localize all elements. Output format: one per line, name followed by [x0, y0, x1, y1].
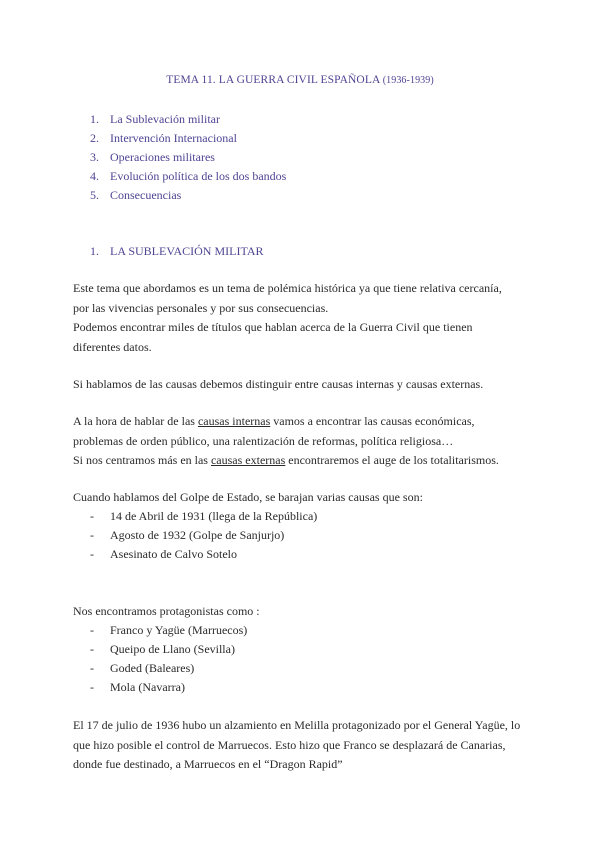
toc-item	[90, 129, 286, 148]
list-dash: -	[90, 509, 94, 523]
toc-item-number: 1.	[90, 112, 99, 126]
toc-item-label: Consecuencias	[110, 188, 182, 202]
title-years: (1936-1939)	[382, 75, 434, 86]
paragraph-line: donde fue destinado, a Marruecos en el “Dragon Rapid”	[73, 757, 343, 771]
paragraph-coup	[73, 488, 523, 508]
paragraph-internal-external	[73, 412, 533, 471]
paragraph-line: Si hablamos de las causas debemos distinguir entre causas internas y causas externas.	[73, 377, 484, 391]
paragraph-line: problemas de orden público, una ralentización de reformas, política religiosa…	[73, 433, 454, 448]
list-item-text: Mola (Navarra)	[110, 680, 185, 694]
paragraph-uprising	[73, 716, 543, 775]
paragraph-line	[73, 412, 533, 432]
paragraph-protagonists	[73, 602, 523, 622]
list-item-text: Franco y Yagüe (Marruecos)	[110, 623, 248, 637]
list-item	[90, 659, 247, 678]
list-item	[90, 640, 247, 659]
list-item	[90, 621, 247, 640]
toc-item-label: Operaciones militares	[110, 150, 215, 164]
section-title: LA SUBLEVACIÓN MILITAR	[110, 244, 264, 258]
list-item	[90, 507, 317, 526]
toc-item-label: Evolución política de los dos bandos	[110, 169, 287, 183]
toc-item-number: 3.	[90, 150, 99, 164]
list-item	[90, 526, 317, 545]
list-item	[90, 545, 317, 564]
list-dash: -	[90, 661, 94, 675]
list-item-text: Goded (Baleares)	[110, 661, 195, 675]
section-heading	[90, 244, 264, 259]
text-run: vamos a encontrar las causas económicas,	[270, 414, 475, 428]
toc-item	[90, 148, 286, 167]
paragraph-line: diferentes datos.	[73, 339, 152, 354]
list-dash: -	[90, 642, 94, 656]
list-item-text: Agosto de 1932 (Golpe de Sanjurjo)	[110, 528, 285, 542]
paragraph-line: que hizo posible el control de Marruecos. Esto hizo que Franco se desplazará de Canarias,	[73, 737, 506, 752]
toc-item	[90, 186, 286, 205]
paragraph-line: Este tema que abordamos es un tema de polémica histórica ya que tiene relativa cercanía,	[73, 281, 502, 295]
toc-item-label: Intervención Internacional	[110, 131, 237, 145]
toc-item	[90, 110, 286, 129]
paragraph-line	[73, 451, 533, 471]
underlined-term-external: causas externas	[210, 453, 286, 467]
paragraph-intro	[73, 279, 523, 357]
list-dash: -	[90, 547, 94, 561]
list-dash: -	[90, 623, 94, 637]
text-run: encontraremos el auge de los totalitarismos.	[285, 453, 499, 467]
paragraph-line: Podemos encontrar miles de títulos que hablan acerca de la Guerra Civil que tienen	[73, 320, 473, 334]
list-dash: -	[90, 680, 94, 694]
paragraph-causes	[73, 375, 523, 395]
toc-item-number: 2.	[90, 131, 99, 145]
toc-item	[90, 167, 286, 186]
paragraph-line: El 17 de julio de 1936 hubo un alzamiento en Melilla protagonizado por el General Yagüe, lo	[73, 718, 521, 732]
toc-item-number: 4.	[90, 169, 99, 183]
list-item	[90, 678, 247, 697]
protagonists-list	[90, 621, 247, 697]
toc-item-number: 5.	[90, 188, 99, 202]
table-of-contents	[90, 110, 286, 205]
list-item-text: Queipo de Llano (Sevilla)	[110, 642, 235, 656]
paragraph-line: Cuando hablamos del Golpe de Estado, se barajan varias causas que son:	[73, 490, 423, 504]
toc-item-label: La Sublevación militar	[110, 112, 220, 126]
section-number: 1.	[90, 244, 99, 258]
list-item-text: Asesinato de Calvo Sotelo	[110, 547, 237, 561]
paragraph-line: Nos encontramos protagonistas como :	[73, 604, 260, 618]
document-title	[0, 74, 600, 86]
underlined-term-internal: causas internas	[197, 414, 271, 428]
text-run: Si nos centramos más en las	[73, 453, 211, 467]
list-item-text: 14 de Abril de 1931 (llega de la República)	[110, 509, 318, 523]
title-main: TEMA 11. LA GUERRA CIVIL ESPAÑOLA	[166, 74, 380, 86]
text-run: A la hora de hablar de las	[73, 414, 198, 428]
causes-list	[90, 507, 317, 564]
list-dash: -	[90, 528, 94, 542]
paragraph-line: por las vivencias personales y por sus consecuencias.	[73, 300, 329, 315]
